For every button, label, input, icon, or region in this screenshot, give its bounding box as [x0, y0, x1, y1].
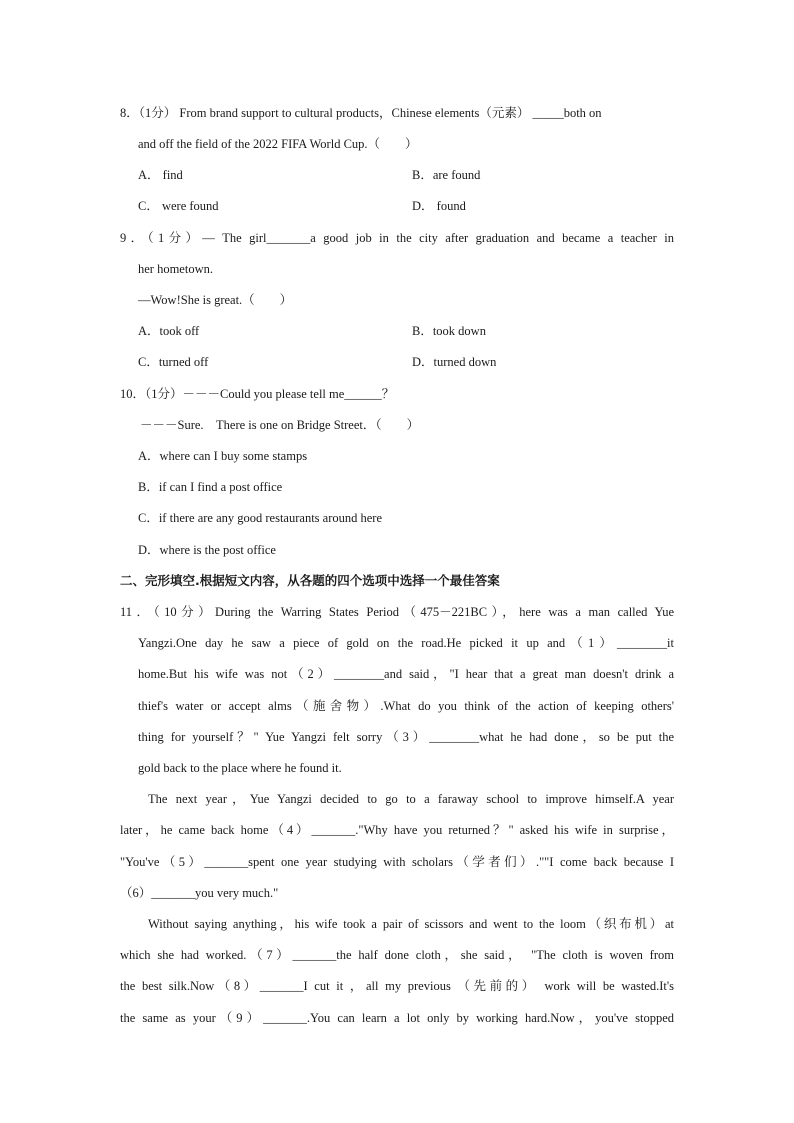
q11-line: Yangzi.One day he saw a piece of gold on the road.He picked it up and（1）________it: [138, 636, 674, 650]
q8-line2: and off the field of the 2022 FIFA World Cup.（ ）: [138, 137, 418, 151]
q10-line2: －－－Sure. There is one on Bridge Street．（ ）: [140, 418, 420, 432]
q11-line: （6）_______you very much.": [120, 886, 279, 900]
q8-line1: 8．（1分） From brand support to cultural products，Chinese elements（元素） _____both on: [120, 106, 602, 120]
q11-line: gold back to the place where he found it.: [138, 761, 342, 775]
q8-option-c: C． were found: [138, 199, 219, 213]
q10-option-c: C．if there are any good restaurants around here: [138, 511, 383, 525]
q8-option-d: D． found: [412, 199, 466, 213]
q9-option-b: B．took down: [412, 324, 486, 338]
q10-option-b: B．if can I find a post office: [138, 480, 283, 494]
q10-option-a: A．where can I buy some stamps: [138, 449, 308, 463]
q11-line: the best silk.Now（8）_______I cut it ，all my previous （先前的） work will be wasted.It's: [120, 979, 674, 993]
q11-line: Without saying anything，his wife took a pair of scissors and went to the loom（织布机）at: [148, 917, 674, 931]
q9-option-c: C．turned off: [138, 355, 209, 369]
q9-line2: her hometown.: [138, 262, 213, 276]
section-heading: 二、完形填空.根据短文内容，从各题的四个选项中选择一个最佳答案: [120, 573, 500, 588]
q10-line1: 10．（1分）－－－Could you please tell me______？: [120, 387, 395, 401]
q11-line: thing for yourself？" Yue Yangzi felt sorry（3）________what he had done，so be put the: [138, 730, 674, 744]
q11-line: 11．（10分）During the Warring States Period（475－221BC），here was a man called Yue: [120, 605, 674, 619]
q8-option-a: A． find: [138, 168, 183, 182]
q11-line: thief's water or accept alms（施舍物）.What do you think of the action of keeping others': [138, 699, 674, 713]
q10-option-d: D．where is the post office: [138, 543, 276, 557]
q9-option-d: D．turned down: [412, 355, 497, 369]
q11-line: "You've（5）_______spent one year studying with scholars（学者们）.""I come back because I: [120, 855, 674, 869]
q11-line: which she had worked.（7）_______the half done cloth，she said， "The cloth is woven from: [120, 948, 674, 962]
q9-line3: —Wow!She is great.（ ）: [138, 293, 293, 307]
q9-line1: 9．（1分）— The girl_______a good job in the city after graduation and became a teacher in: [120, 231, 674, 245]
q11-line: the same as your（9）_______.You can learn a lot only by working hard.Now，you've stopped: [120, 1011, 674, 1025]
q9-option-a: A．took off: [138, 324, 200, 338]
q8-option-b: B．are found: [412, 168, 481, 182]
q11-line: home.But his wife was not（2）________and said，"I hear that a great man doesn't drink a: [138, 667, 674, 681]
q11-line: The next year，Yue Yangzi decided to go to a faraway school to improve himself.A year: [148, 792, 674, 806]
q11-line: later，he came back home（4）_______."Why have you returned？" asked his wife in surprise，: [120, 823, 674, 837]
